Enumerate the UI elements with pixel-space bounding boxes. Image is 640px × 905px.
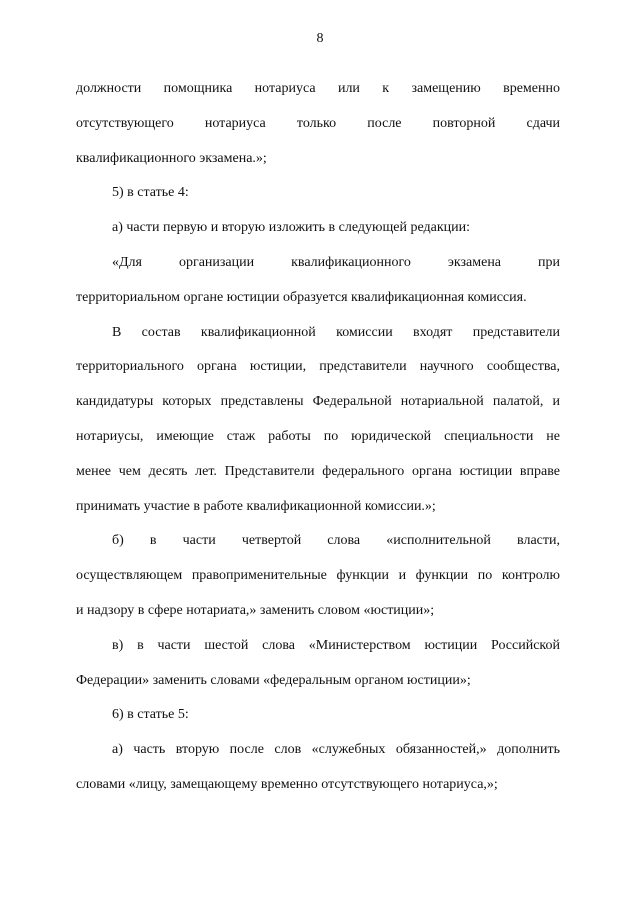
text-line: в) в части шестой слова «Министерством юстиции Российской	[112, 637, 560, 653]
text-line: квалификационного экзамена.»;	[76, 150, 267, 166]
text-line: должности помощника нотариуса или к замещению временно	[76, 81, 560, 96]
text-line: а) часть вторую после слов «служебных обязанностей,» дополнить	[112, 742, 560, 758]
text-line: осуществляющем правоприменительные функции и функции по контролю	[76, 568, 560, 584]
page-number: 8	[316, 31, 324, 46]
text-line: В состав квалификационной комиссии входят представители	[112, 324, 560, 340]
text-line: отсутствующего нотариуса только после повторной сдачи	[76, 115, 560, 131]
text-line: принимать участие в работе квалификационной комиссии.»;	[76, 498, 436, 514]
text-line: б) в части четвертой слова «исполнительной власти,	[112, 533, 560, 549]
text-line: территориальном органе юстиции образуется квалификационная комиссия.	[76, 289, 527, 305]
text-line: территориального органа юстиции, представители научного сообщества,	[76, 359, 560, 375]
text-line: 6) в статье 5:	[112, 707, 189, 723]
document-body	[76, 72, 560, 803]
text-line: 5) в статье 4:	[112, 185, 189, 201]
text-line: а) части первую и вторую изложить в следующей редакции:	[112, 220, 470, 236]
text-line: нотариусы, имеющие стаж работы по юридической специальности не	[76, 428, 560, 444]
text-line: и надзору в сфере нотариата,» заменить словом «юстиции»;	[76, 602, 435, 618]
text-line: кандидатуры которых представлены Федеральной нотариальной палатой, и	[76, 394, 560, 410]
text-line: Федерации» заменить словами «федеральным органом юстиции»;	[76, 672, 471, 688]
text-line: менее чем десять лет. Представители федерального органа юстиции вправе	[76, 463, 560, 479]
text-line: «Для организации квалификационного экзамена при	[112, 254, 560, 270]
text-line: словами «лицу, замещающему временно отсутствующего нотариуса,»;	[76, 776, 498, 792]
